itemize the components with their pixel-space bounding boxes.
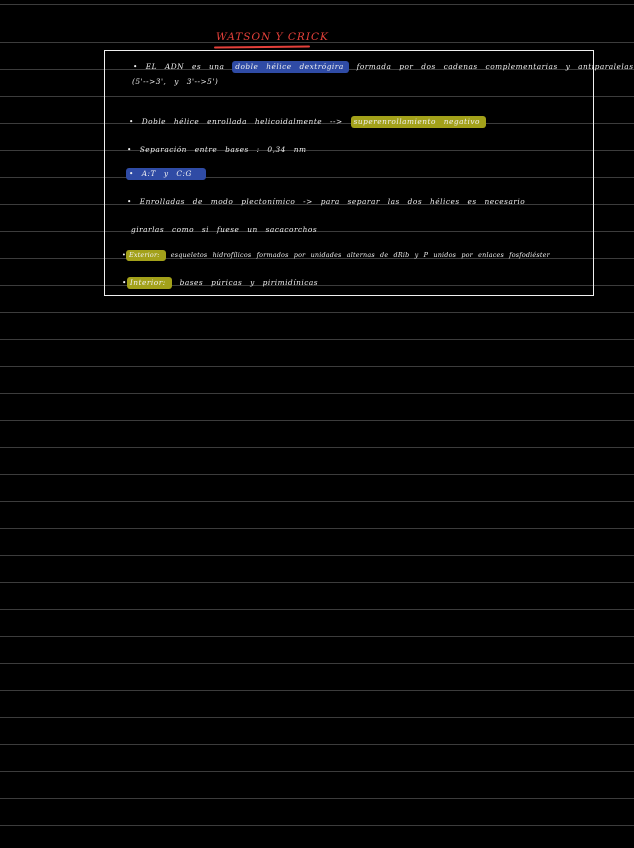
note-text: formada por dos cadenas complementarias y antiparalelas bbox=[356, 62, 634, 71]
note-text: • Enrolladas de modo plectonímico -> para separar las dos hélices es necesario bbox=[127, 197, 526, 206]
highlight-base-pairs: • A:T y C:G bbox=[126, 168, 206, 180]
note-line-base-separation bbox=[127, 145, 307, 154]
highlight-double-helix: doble hélice dextrógira bbox=[232, 61, 348, 73]
page-title: WATSON Y CRICK bbox=[216, 31, 329, 43]
note-text: • Separación entre bases : 0,34 nm bbox=[127, 145, 307, 154]
highlight-negative-supercoiling: superenrollamiento negativo bbox=[351, 116, 486, 128]
note-line-plectonemic bbox=[127, 197, 525, 206]
note-text: bases púricas y pirimidínicas bbox=[179, 278, 319, 287]
title-underline bbox=[214, 45, 310, 48]
note-line-interior bbox=[122, 278, 318, 287]
note-text: • Doble hélice enrollada helicoidalmente --> bbox=[129, 117, 343, 126]
bullet: • bbox=[122, 278, 127, 287]
highlight-exterior: Exterior: bbox=[126, 250, 166, 261]
note-line-base-pairs bbox=[126, 169, 206, 178]
note-text: (5'-->3', y 3'-->5') bbox=[132, 77, 219, 86]
note-line-directions bbox=[132, 77, 218, 86]
note-text: esqueletos hidrofílicos formados por unidades alternas de dRib y P unidos por enlaces fosfodiéster bbox=[170, 251, 550, 259]
highlight-interior: Interior: bbox=[127, 277, 172, 289]
note-line-adn-definition bbox=[133, 62, 634, 71]
note-line-supercoiling bbox=[129, 117, 486, 126]
note-text: girarlas como si fuese un sacacorchos bbox=[131, 225, 318, 234]
note-text: • EL ADN es una bbox=[133, 62, 225, 71]
note-line-corkscrew bbox=[131, 225, 317, 234]
bullet: • bbox=[122, 251, 126, 259]
note-line-exterior bbox=[122, 251, 550, 259]
